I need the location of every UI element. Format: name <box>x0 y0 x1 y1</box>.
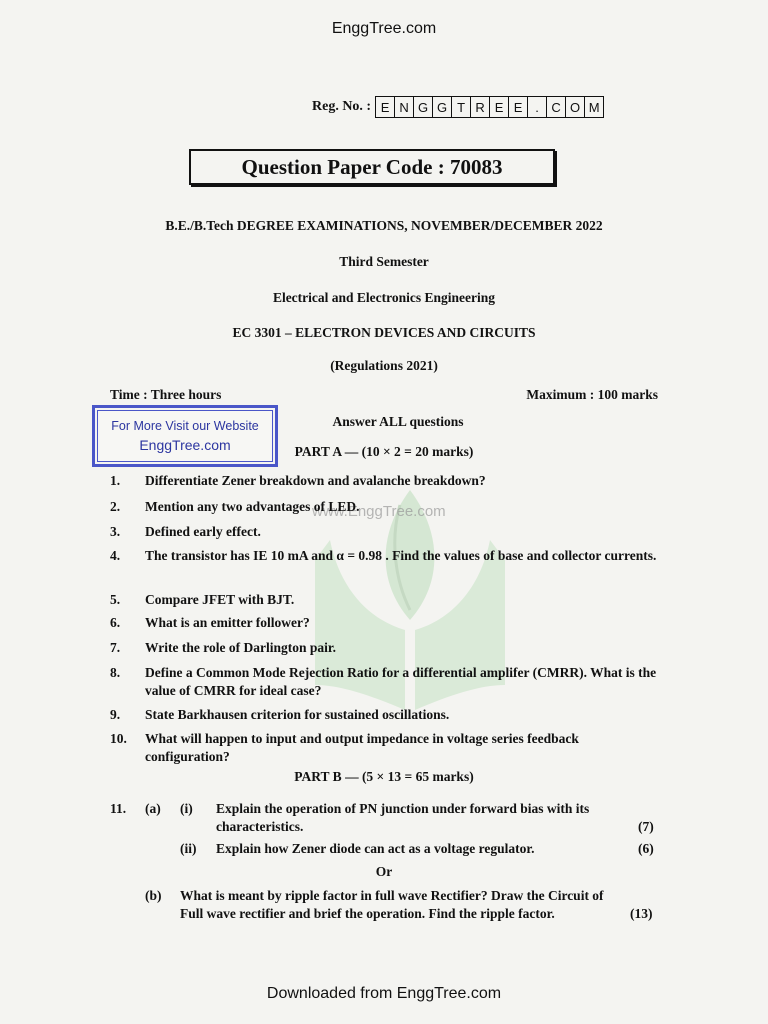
reg-box: G <box>414 97 433 117</box>
or-separator: Or <box>375 864 393 879</box>
time-row <box>110 387 658 403</box>
semester: Third Semester <box>339 254 429 269</box>
question-number: 6. <box>110 615 121 630</box>
regulations: (Regulations 2021) <box>330 358 438 373</box>
question-text: Mention any two advantages of LED. <box>145 499 360 514</box>
q11-a-i <box>216 800 658 836</box>
q11-a-label: (a) <box>145 801 161 816</box>
question-2 <box>110 498 658 516</box>
subject: EC 3301 – ELECTRON DEVICES AND CIRCUITS <box>232 325 536 340</box>
reg-box: C <box>547 97 566 117</box>
q11-a-ii-text: Explain how Zener diode can act as a voltage regulator. <box>216 841 535 856</box>
q11-a-ii-label: (ii) <box>180 841 197 856</box>
reg-boxes <box>375 96 604 118</box>
question-text: Define a Common Mode Rejection Ratio for a differential amplifer (CMRR). What is the value of CMRR for ideal case? <box>145 665 657 698</box>
question-text: Differentiate Zener breakdown and avalanche breakdown? <box>145 473 486 488</box>
q11-a-i-text: Explain the operation of PN junction under forward bias with its characteristics. <box>216 801 590 834</box>
q11-b-text: What is meant by ripple factor in full wave Rectifier? Draw the Circuit of Full wave rectifier and brief the operation. Find the ripple factor. <box>180 888 604 921</box>
question-number: 10. <box>110 731 127 746</box>
question-text: Write the role of Darlington pair. <box>145 640 336 655</box>
part-b-heading: PART B — (5 × 13 = 65 marks) <box>294 769 474 784</box>
question-9 <box>110 706 658 724</box>
watermark-text: www.EnggTree.com <box>312 503 446 520</box>
exam-title: B.E./B.Tech DEGREE EXAMINATIONS, NOVEMBER/DECEMBER 2022 <box>165 218 603 233</box>
reg-box: M <box>588 99 600 115</box>
question-number: 5. <box>110 592 121 607</box>
q11-b <box>180 887 620 923</box>
question-number: 3. <box>110 524 121 539</box>
q11-number: 11. <box>110 801 127 816</box>
site-header[interactable]: EnggTree.com <box>331 20 437 37</box>
q11-a-i-marks: (7) <box>638 819 654 834</box>
question-text: Compare JFET with BJT. <box>145 592 295 607</box>
question-number: 4. <box>110 548 121 563</box>
reg-box: G <box>433 97 452 117</box>
question-number: 9. <box>110 707 121 722</box>
reg-box: R <box>471 97 490 117</box>
question-text: State Barkhausen criterion for sustained oscillations. <box>145 707 450 722</box>
part-a-heading: PART A — (10 × 2 = 20 marks) <box>294 444 474 459</box>
question-paper-code: Question Paper Code : 70083 <box>189 149 555 185</box>
reg-box: N <box>395 97 414 117</box>
question-text: The transistor has IE 10 mA and α = 0.98 . Find the values of base and collector currents. <box>145 548 657 563</box>
question-4 <box>110 547 658 565</box>
question-7 <box>110 639 658 657</box>
reg-box: E <box>490 97 509 117</box>
question-text: Defined early effect. <box>145 524 261 539</box>
reg-box: E <box>509 97 528 117</box>
question-6 <box>110 614 658 632</box>
question-1 <box>110 472 658 490</box>
question-text: What will happen to input and output impedance in voltage series feedback configuration? <box>145 731 579 764</box>
q11-a-ii-marks: (6) <box>638 841 654 856</box>
q11-a-i-label: (i) <box>180 801 193 816</box>
department: Electrical and Electronics Engineering <box>272 290 496 305</box>
question-text: What is an emitter follower? <box>145 615 310 630</box>
reg-box: . <box>528 97 547 117</box>
q11-b-marks: (13) <box>630 906 653 921</box>
max-marks: Maximum : 100 marks <box>526 387 658 402</box>
question-number: 2. <box>110 499 121 514</box>
question-number: 7. <box>110 640 121 655</box>
reg-box: O <box>566 97 585 117</box>
reg-label: Reg. No. : <box>312 99 372 114</box>
question-number: 8. <box>110 665 121 680</box>
promo-link[interactable]: EnggTree.com <box>139 437 231 453</box>
instruction: Answer ALL questions <box>332 414 464 429</box>
question-10 <box>110 730 658 766</box>
footer-download[interactable]: Downloaded from EnggTree.com <box>266 985 502 1002</box>
reg-box: T <box>452 97 471 117</box>
question-number: 1. <box>110 473 121 488</box>
promo-line1: For More Visit our Website <box>111 419 259 433</box>
question-8 <box>110 664 658 700</box>
question-5 <box>110 591 658 609</box>
reg-number <box>312 96 604 118</box>
q11-b-label: (b) <box>145 888 162 903</box>
reg-box: E <box>376 97 395 117</box>
time-label: Time : Three hours <box>110 387 222 402</box>
question-3 <box>110 523 658 541</box>
